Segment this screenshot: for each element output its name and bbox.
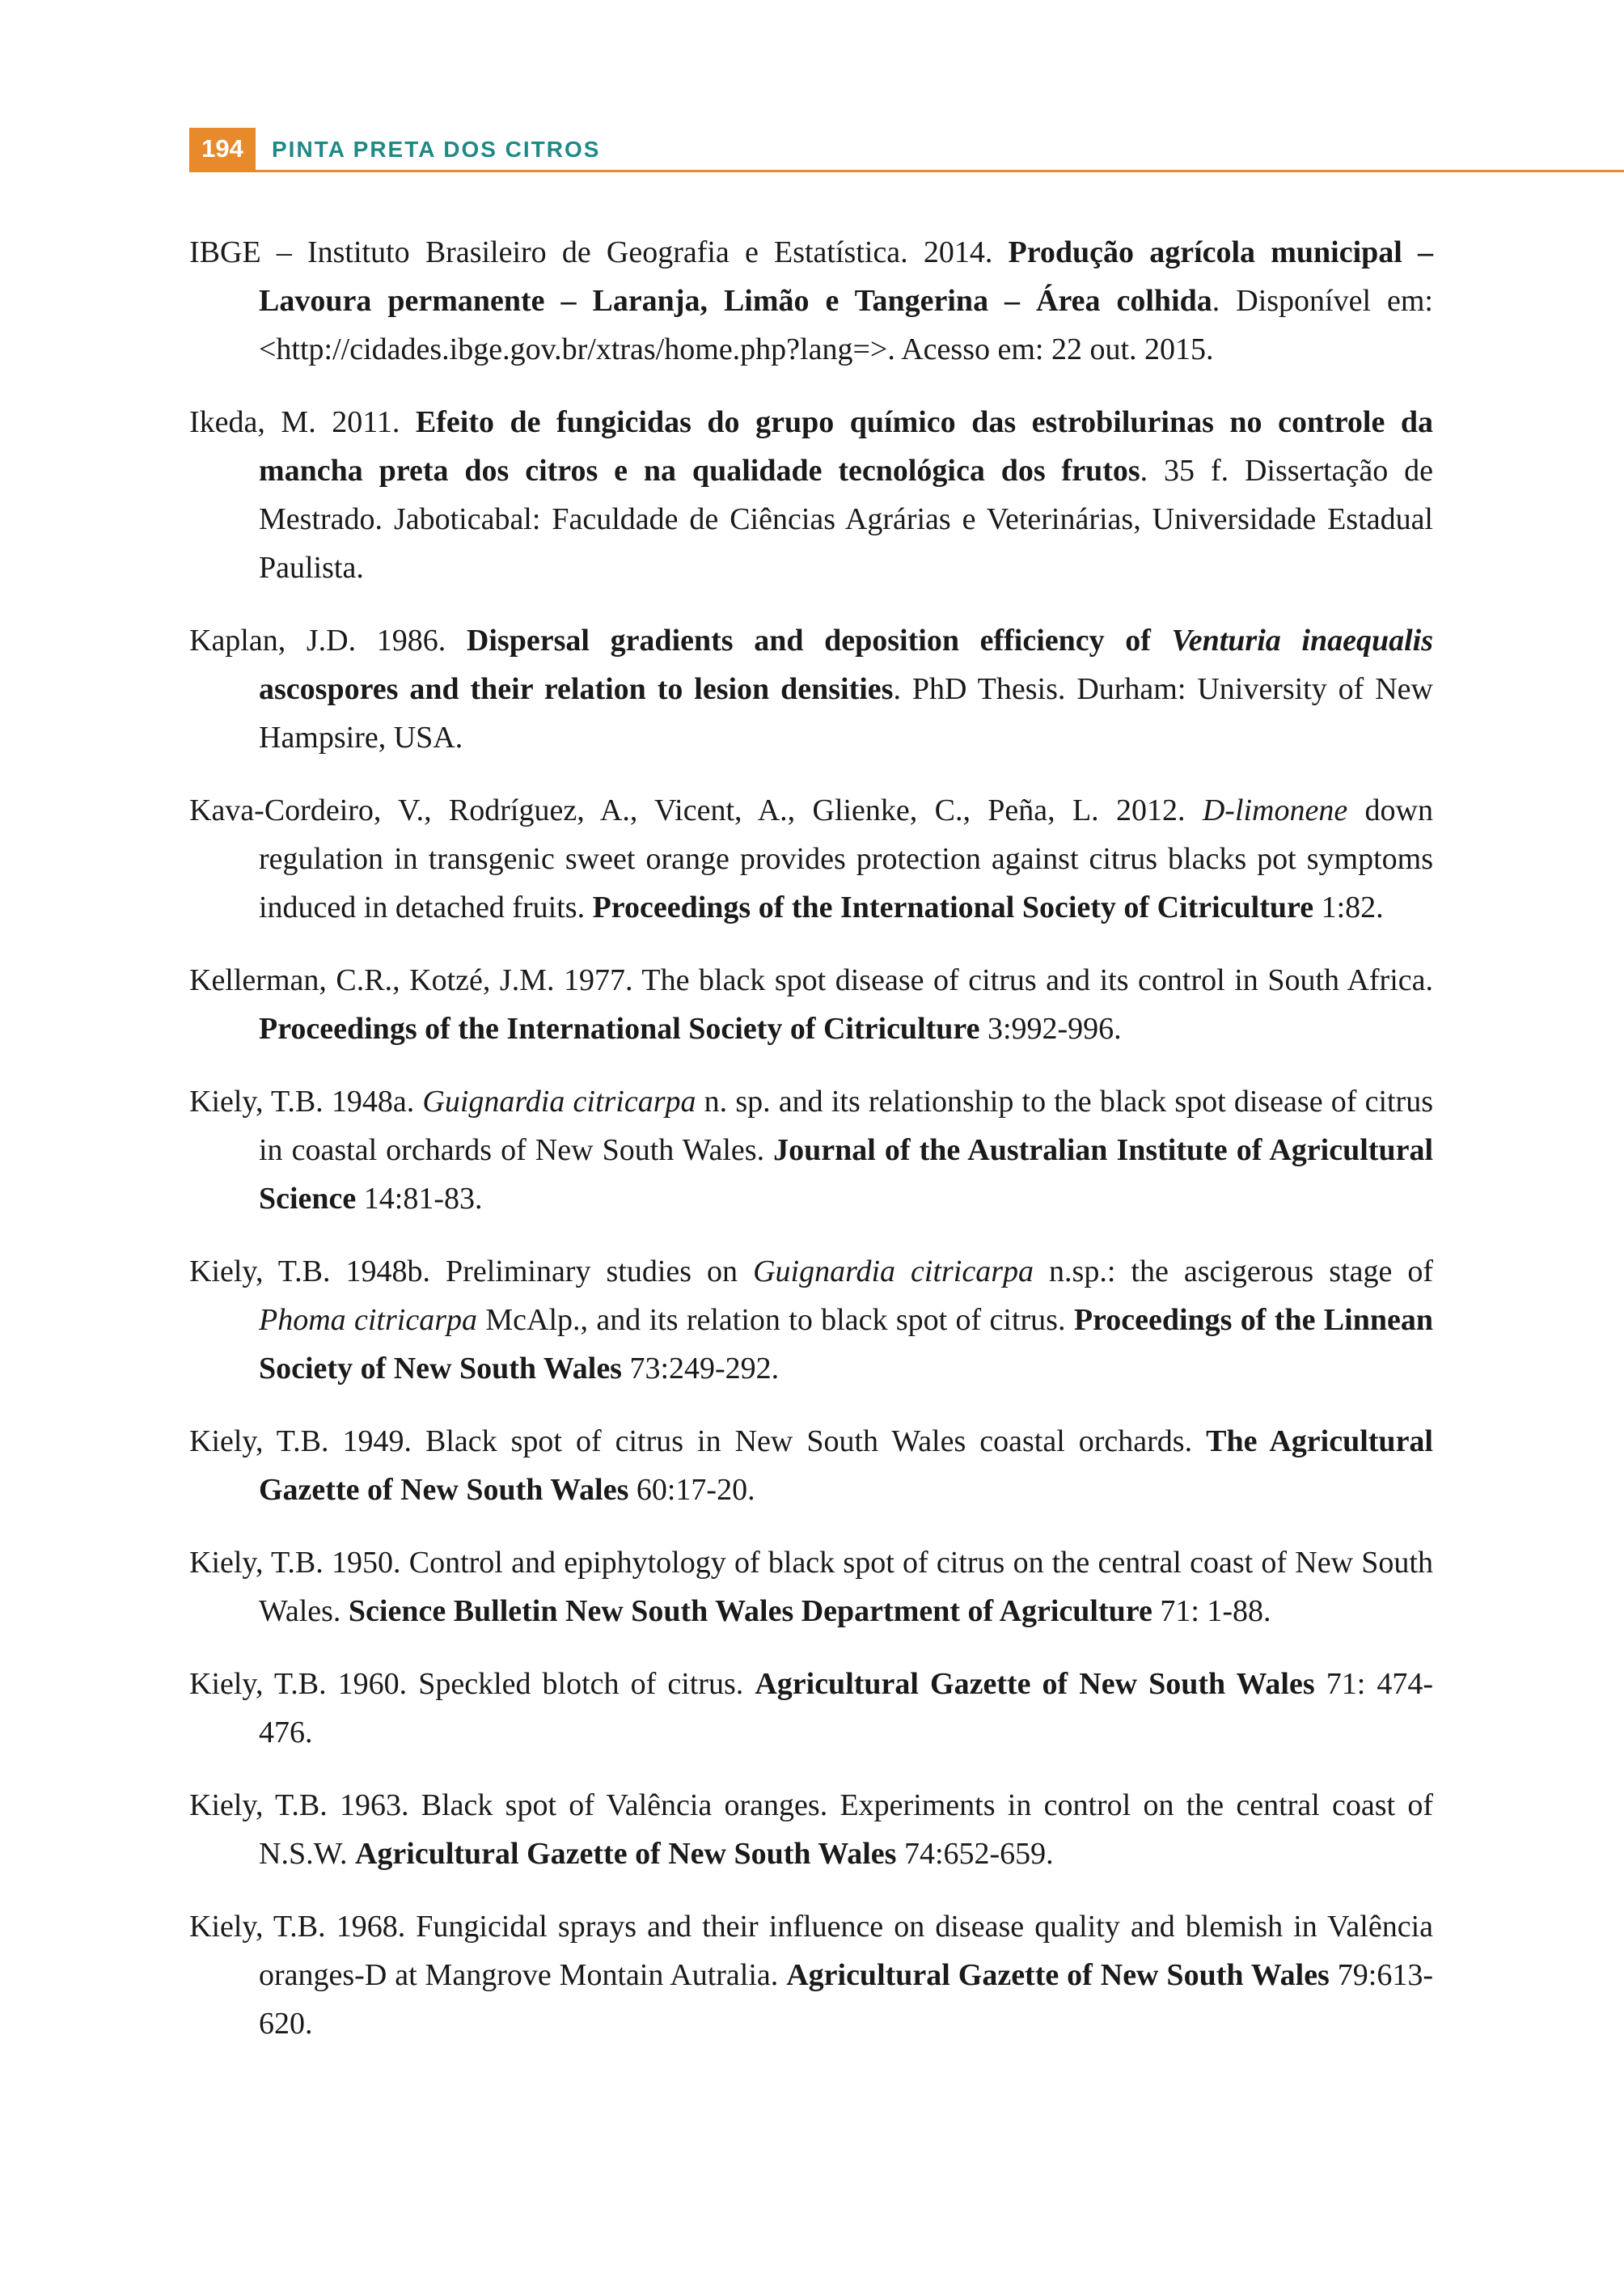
reference-text: Kiely, T.B. 1948a. [189,1085,423,1119]
reference-text: Kellerman, C.R., Kotzé, J.M. 1977. The black spot disease of citrus and its control in South Africa. [189,963,1433,997]
reference-title: Journal of the Australian Institute of Agricultural Science [259,1133,1433,1216]
reference-details: 71: 474-476. [259,1667,1433,1749]
reference-entry [189,616,1433,762]
reference-text: Ikeda, M. 2011. [189,405,416,439]
page-header [189,128,1624,172]
reference-species: Guignardia citricarpa [753,1254,1034,1288]
reference-text: Kiely, T.B. 1949. Black spot of citrus in New South Wales coastal orchards. [189,1424,1207,1458]
reference-title: Efeito de fungicidas do grupo químico das estrobilurinas no controle da mancha preta dos citros e na qualidade tecnológica dos frutos [259,405,1434,488]
reference-species: Guignardia citricarpa [422,1085,696,1119]
reference-title-cont: ascospores and their relation to lesion densities [259,672,894,706]
reference-list [189,228,1433,2072]
reference-species: Venturia inaequalis [1171,624,1434,658]
reference-title: Proceedings of the International Society of Citriculture [592,891,1314,924]
reference-title: Produção agrícola municipal – Lavoura permanente – Laranja, Limão e Tangerina – Área colhida [259,235,1433,318]
reference-text: Kaplan, J.D. 1986. [189,624,467,658]
reference-text: Kiely, T.B. 1950. Control and epiphytology of black spot of citrus on the central coast of New South Wales. [189,1546,1433,1628]
reference-species: Phoma citricarpa [259,1303,477,1337]
reference-details: . PhD Thesis. Durham: University of New Hampsire, USA. [259,672,1433,755]
reference-text-cont: n. sp. and its relationship to the black spot disease of citrus in coastal orchards of New South Wales. [259,1085,1433,1167]
reference-details: . Disponível em: <http://cidades.ibge.gov.br/xtras/home.php?lang=>. Acesso em: 22 out. 2015. [259,284,1433,366]
running-title: PINTA PRETA DOS CITROS [272,137,601,162]
reference-entry [189,228,1433,374]
reference-details: 14:81-83. [356,1182,483,1216]
page-number: 194 [189,128,256,170]
reference-title: Science Bulletin New South Wales Department of Agriculture [348,1594,1152,1628]
reference-entry [189,1417,1433,1514]
reference-details: 74:652-659. [896,1837,1054,1871]
reference-text-cont: down regulation in transgenic sweet orange provides protection against citrus blacks pot symptoms induced in detached fruits. [259,793,1433,924]
reference-text: IBGE – Instituto Brasileiro de Geografia e Estatística. 2014. [189,235,1009,269]
reference-details: 1:82. [1313,891,1384,924]
reference-entry [189,786,1433,932]
reference-entry [189,1077,1433,1223]
reference-title: Agricultural Gazette of New South Wales [786,1958,1330,1992]
reference-details: 3:992-996. [979,1012,1122,1046]
reference-title: Agricultural Gazette of New South Wales [755,1667,1315,1701]
reference-details: 71: 1-88. [1152,1594,1271,1628]
reference-title: Proceedings of the Linnean Society of New South Wales [259,1303,1433,1386]
reference-species: D-limonene [1202,793,1348,827]
reference-text: Kiely, T.B. 1948b. Preliminary studies on [189,1254,754,1288]
reference-text-cont: n.sp.: the ascigerous stage of [1034,1254,1433,1288]
reference-entry [189,1902,1433,2048]
reference-title: Dispersal gradients and deposition efficiency of [466,624,1172,658]
reference-entry [189,1660,1433,1757]
reference-text: Kiely, T.B. 1963. Black spot of Valência oranges. Experiments in control on the central coast of N.S.W. [189,1788,1433,1871]
reference-text-cont: McAlp., and its relation to black spot of citrus. [477,1303,1074,1337]
reference-details: 73:249-292. [621,1352,780,1386]
reference-entry [189,1781,1433,1878]
reference-details: . 35 f. Dissertação de Mestrado. Jaboticabal: Faculdade de Ciências Agrárias e Veterinárias, Universidade Estadual Paulista. [259,454,1433,585]
reference-title: The Agricultural Gazette of New South Wales [259,1424,1433,1507]
reference-entry [189,398,1433,592]
reference-title: Proceedings of the International Society of Citriculture [259,1012,980,1046]
reference-text: Kava-Cordeiro, V., Rodríguez, A., Vicent, A., Glienke, C., Peña, L. 2012. [189,793,1203,827]
reference-entry [189,956,1433,1053]
reference-details: 79:613-620. [259,1958,1434,2041]
reference-entry [189,1247,1433,1393]
reference-entry [189,1538,1433,1635]
reference-title: Agricultural Gazette of New South Wales [354,1837,897,1871]
reference-details: 60:17-20. [628,1473,755,1507]
reference-text: Kiely, T.B. 1968. Fungicidal sprays and their influence on disease quality and blemish in Valência oranges-D at Mangrove Montain Autralia. [189,1910,1433,1992]
reference-text: Kiely, T.B. 1960. Speckled blotch of citrus. [189,1667,755,1701]
